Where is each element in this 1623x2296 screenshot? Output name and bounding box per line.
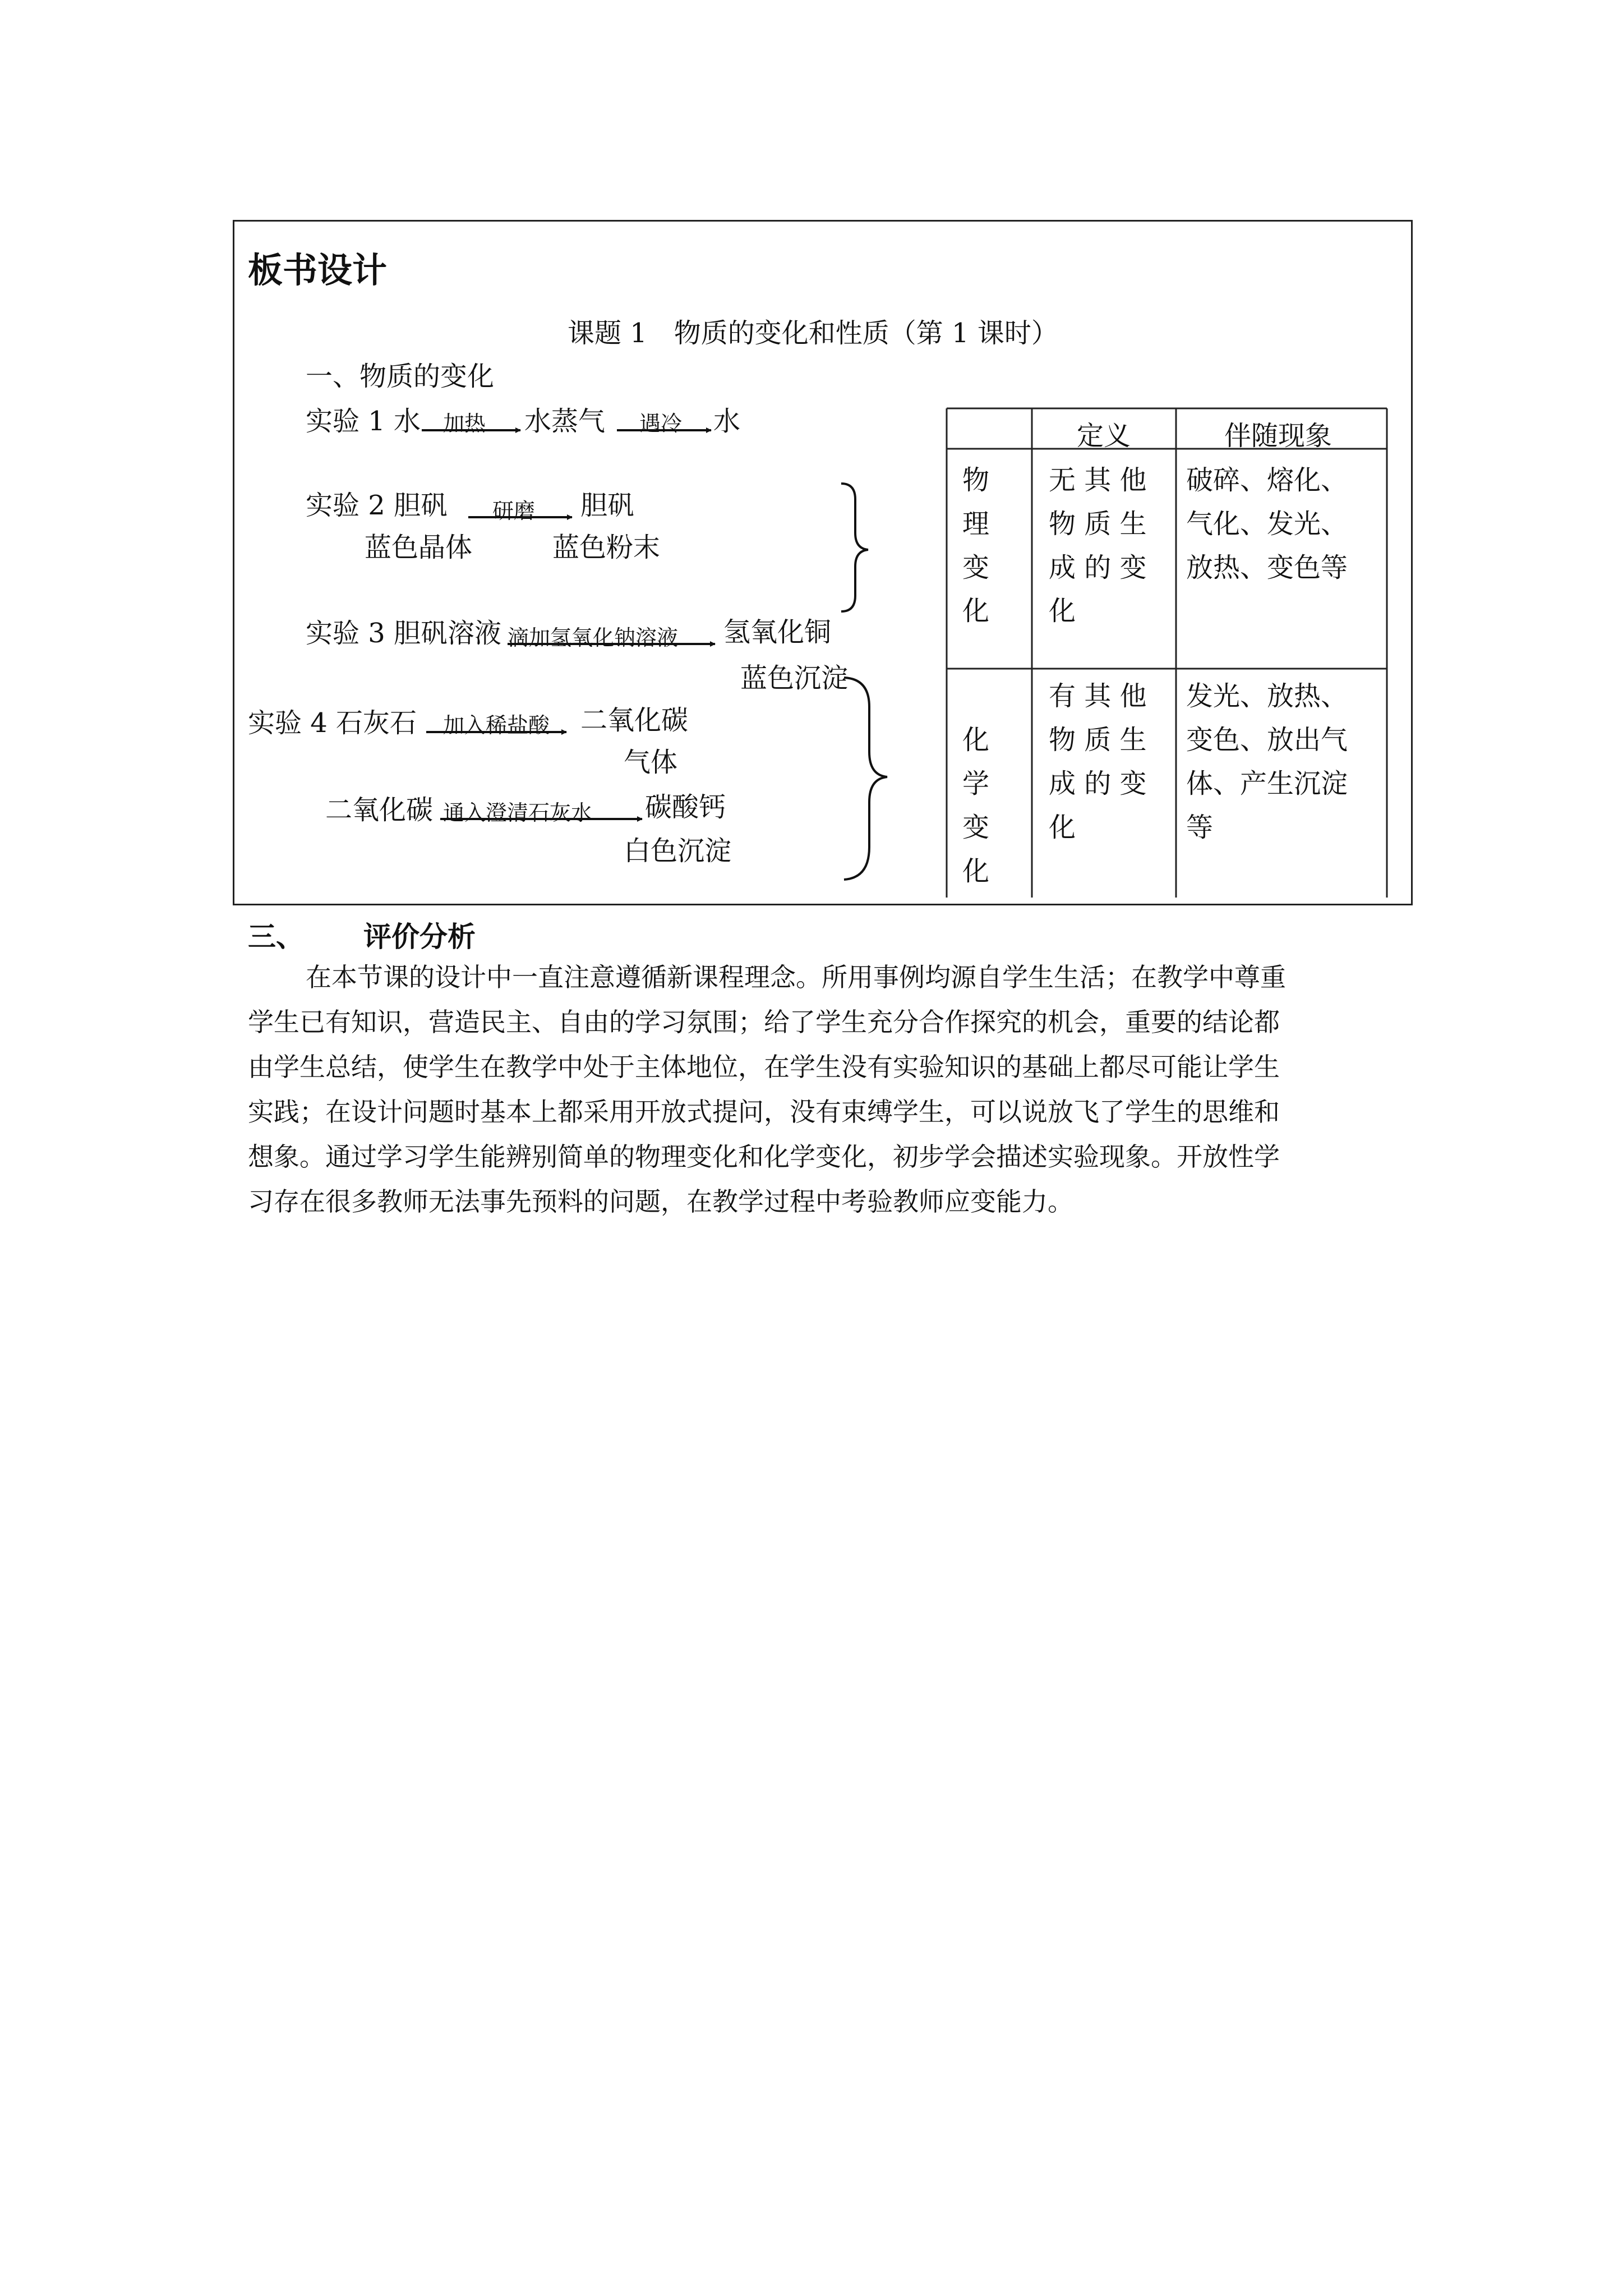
exp3-arrow-label: 滴加氢氧化钠溶液: [508, 625, 679, 650]
row1-type-4: 化: [962, 595, 990, 627]
row1-def-1: 无 其 他: [1049, 464, 1147, 496]
row1-phen-1: 破碎、熔化、: [1186, 464, 1348, 496]
evaluation-line-4: 实践；在设计问题时基本上都采用开放式提问，没有束缚学生，可以说放飞了学生的思维和: [248, 1097, 1280, 1127]
brace-chemical: [844, 678, 887, 880]
row2-type-1: 化: [962, 724, 990, 756]
exp1-arrow1-label: 加热: [443, 411, 486, 436]
row2-def-3: 成 的 变: [1049, 768, 1147, 799]
exp4-result-sub: 气体: [624, 747, 678, 778]
evaluation-heading: 评价分析: [363, 921, 476, 953]
exp2-result: 胆矾: [580, 490, 635, 521]
exp2-sub: 蓝色晶体: [365, 532, 473, 563]
exp4-label: 实验 4 石灰石: [248, 707, 417, 739]
exp5-label: 二氧化碳: [325, 794, 434, 826]
row1-def-4: 化: [1049, 595, 1076, 627]
exp5-result-sub: 白色沉淀: [624, 835, 732, 867]
exp2-result-sub: 蓝色粉末: [552, 532, 661, 563]
row2-def-1: 有 其 他: [1049, 680, 1147, 712]
exp3-label: 实验 3 胆矾溶液: [306, 618, 502, 649]
row2-phen-4: 等: [1186, 812, 1214, 843]
table-header-phenomena: 伴随现象: [1224, 420, 1332, 452]
row2-def-4: 化: [1049, 812, 1076, 843]
exp4-result: 二氧化碳: [580, 705, 689, 736]
brace-physical: [841, 484, 868, 611]
exp1-end: 水: [713, 406, 741, 437]
exp5-arrow-label: 通入澄清石灰水: [443, 800, 593, 825]
exp3-result: 氢氧化铜: [723, 616, 832, 648]
evaluation-line-3: 由学生总结，使学生在教学中处于主体地位，在学生没有实验知识的基础上都尽可能让学生: [248, 1052, 1280, 1082]
exp1-arrow2-label: 遇冷: [639, 411, 683, 436]
evaluation-line-6: 习存在很多教师无法事先预料的问题，在教学过程中考验教师应变能力。: [248, 1186, 1073, 1217]
row2-type-4: 化: [962, 855, 990, 887]
exp3-result-sub: 蓝色沉淀: [740, 662, 849, 694]
lesson-title: 课题 1 物质的变化和性质（第 1 课时）: [568, 318, 1058, 349]
row2-phen-3: 体、产生沉淀: [1186, 768, 1348, 799]
row1-type-2: 理: [962, 508, 990, 540]
evaluation-line-2: 学生已有知识，营造民主、自由的学习氛围；给了学生充分合作探究的机会，重要的结论都: [248, 1007, 1280, 1037]
exp2-label: 实验 2 胆矾: [306, 490, 448, 521]
row1-def-3: 成 的 变: [1049, 552, 1147, 583]
evaluation-line-1: 在本节课的设计中一直注意遵循新课程理念。所用事例均源自学生生活；在教学中尊重: [306, 962, 1286, 992]
board-title: 板书设计: [248, 250, 388, 291]
exp4-arrow-label: 加入稀盐酸: [443, 713, 550, 738]
row1-type-3: 变: [962, 552, 990, 583]
evaluation-line-5: 想象。通过学习学生能辨别简单的物理变化和化学变化，初步学会描述实验现象。开放性学: [248, 1142, 1280, 1172]
exp1-label: 实验 1 水: [306, 406, 421, 437]
row1-phen-3: 放热、变色等: [1186, 552, 1348, 583]
row1-type-1: 物: [962, 464, 990, 496]
evaluation-heading-num: 三、: [248, 921, 304, 953]
row2-phen-2: 变色、放出气: [1186, 724, 1348, 756]
table-header-definition: 定义: [1077, 420, 1131, 452]
row2-type-3: 变: [962, 812, 990, 843]
row2-type-2: 学: [962, 768, 990, 799]
exp2-arrow-label: 研磨: [492, 499, 536, 523]
section-material-change: 一、物质的变化: [306, 361, 495, 392]
row1-def-2: 物 质 生: [1049, 508, 1147, 540]
exp1-mid: 水蒸气: [524, 406, 606, 437]
row2-phen-1: 发光、放热、: [1186, 680, 1348, 712]
row1-phen-2: 气化、发光、: [1186, 508, 1348, 540]
exp5-result: 碳酸钙: [645, 792, 726, 823]
row2-def-2: 物 质 生: [1049, 724, 1147, 756]
